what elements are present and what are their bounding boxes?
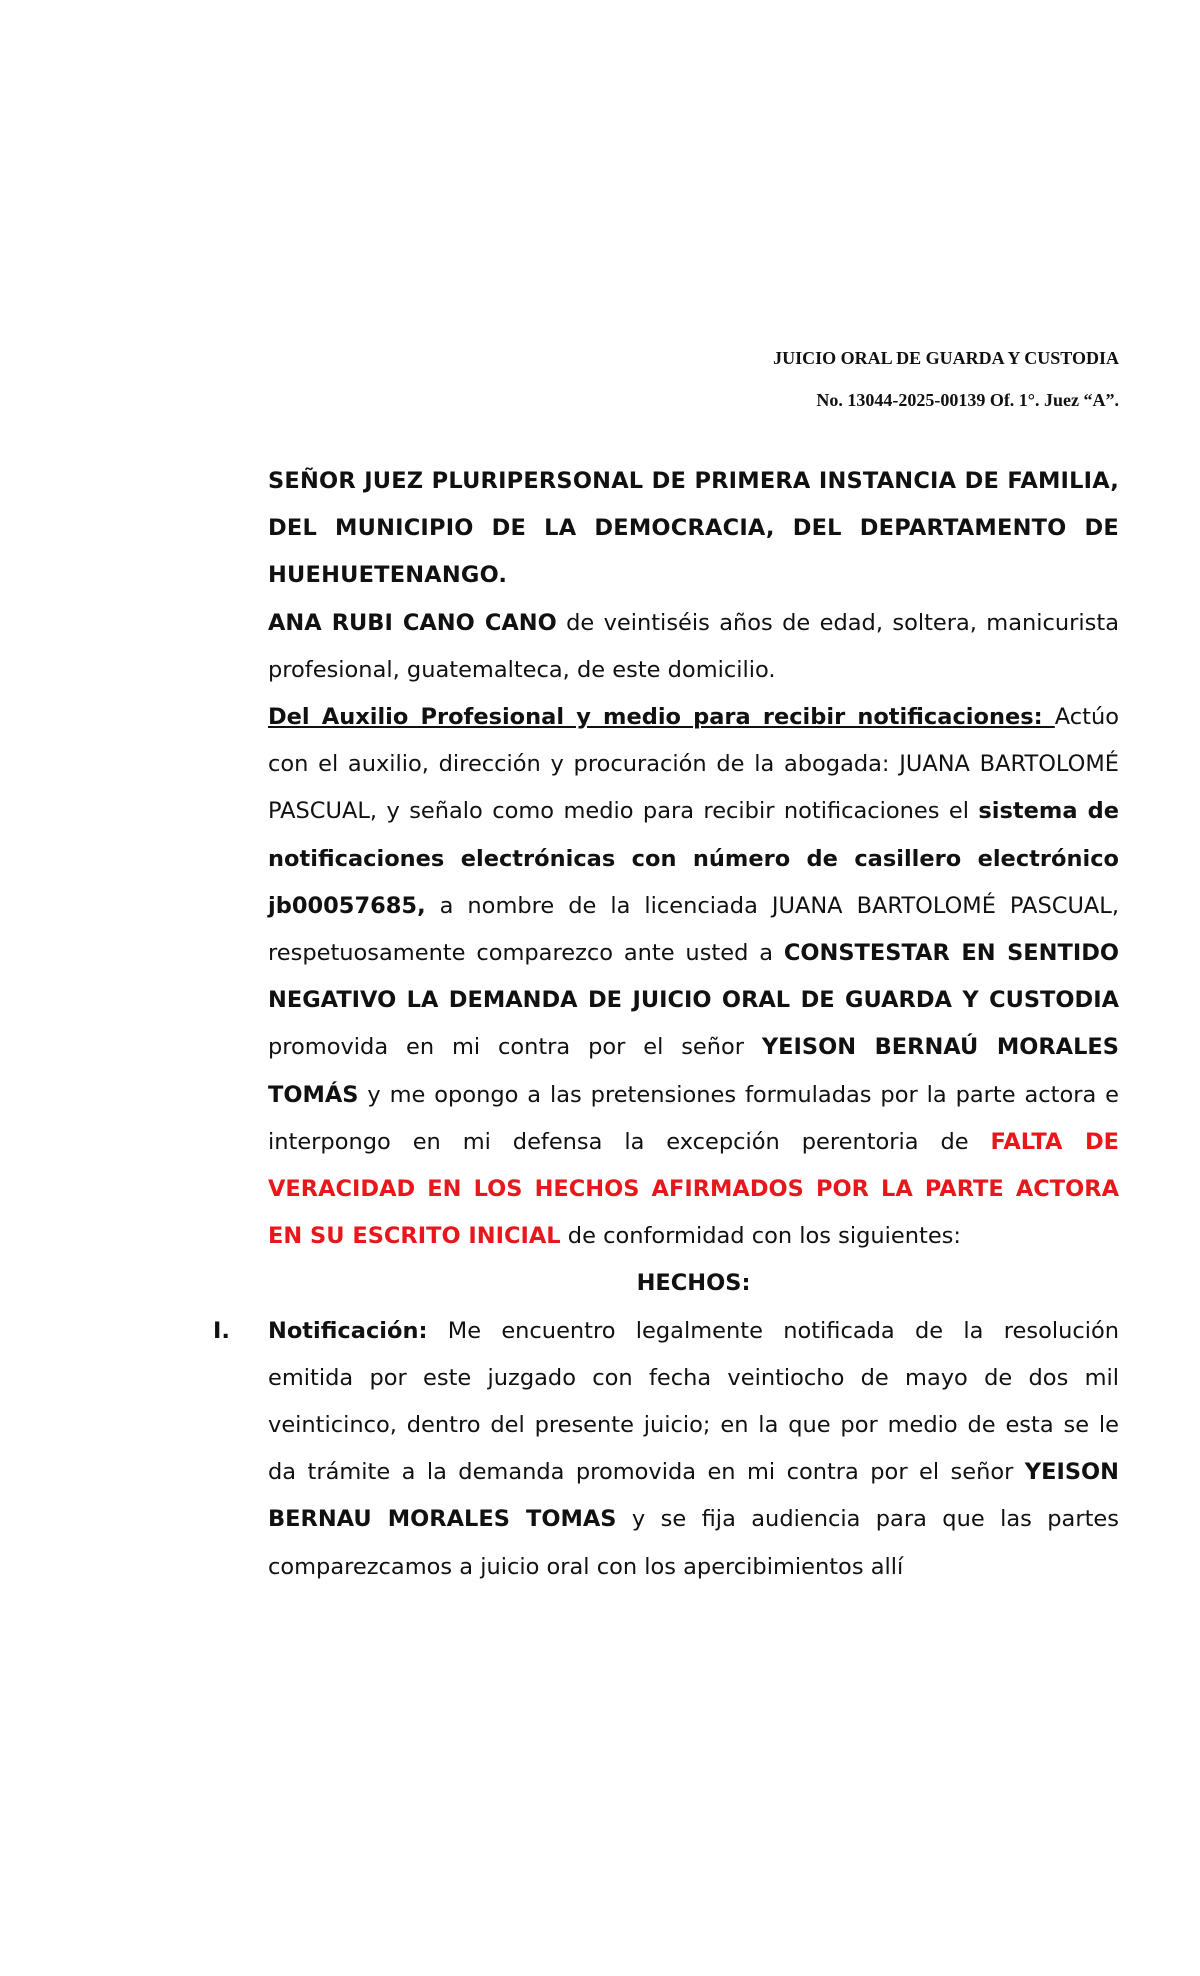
hechos-title: HECHOS: <box>636 1270 751 1297</box>
hecho-text-1: Me encuentro legalmente notificada de la resolución emitida por este juzgado con fecha veintiocho de mayo de dos mil veinticinco, dentro del presente juicio; en la que por medio de esta se le da trámite a la demanda promovida en mi contra por el señor <box>268 1317 1119 1486</box>
auxilio-text-5: de conformidad con los siguientes: <box>560 1223 961 1250</box>
case-number: No. 13044-2025-00139 Of. 1°. Juez “A”. <box>816 390 1119 410</box>
auxilio-text-1: Actúo con el auxilio, dirección y procuración de la abogada: JUANA BARTOLOMÉ PASCUAL, y señalo como medio para recibir notificaciones el <box>268 704 1119 825</box>
defendant-name: ANA RUBI CANO CANO <box>268 609 557 636</box>
intro-paragraph <box>268 600 1119 694</box>
case-title: JUICIO ORAL DE GUARDA Y CUSTODIA <box>773 348 1119 368</box>
hecho-numeral: I. <box>213 1317 230 1344</box>
hecho-text-2: y se fija audiencia para que las partes comparezcamos a juicio oral con los apercibimientos allí <box>268 1506 1119 1580</box>
hecho-label: Notificación: <box>268 1317 428 1344</box>
auxilio-text-4: y me opongo a las pretensiones formuladas por la parte actora e interpongo en mi defensa la excepción perentoria de <box>268 1081 1119 1155</box>
auxilio-paragraph <box>268 694 1119 1260</box>
hecho-item <box>213 1308 1119 1591</box>
peremptory-exception: FALTA DE VERACIDAD EN LOS HECHOS AFIRMADOS POR LA PARTE ACTORA EN SU ESCRITO INICIAL <box>268 1128 1119 1250</box>
defendant-details: de veintiséis años de edad, soltera, manicurista profesional, guatemalteca, de este domicilio. <box>268 609 1119 683</box>
document-body <box>213 458 1120 1591</box>
auxilio-text-3: promovida en mi contra por el señor <box>268 1034 762 1061</box>
auxilio-text-2: a nombre de la licenciada JUANA BARTOLOMÉ PASCUAL, respetuosamente comparezco ante usted a <box>268 892 1119 967</box>
plaintiff-name: YEISON BERNAÚ MORALES TOMÁS <box>268 1034 1119 1108</box>
hecho-plaintiff-name: YEISON BERNAU MORALES TOMAS <box>268 1459 1119 1533</box>
electronic-notification-system: sistema de notificaciones electrónicas con número de casillero electrónico jb00057685, <box>268 798 1120 919</box>
response-action: CONSTESTAR EN SENTIDO NEGATIVO LA DEMANDA DE JUICIO ORAL DE GUARDA Y CUSTODIA <box>268 940 1119 1014</box>
addressee: SEÑOR JUEZ PLURIPERSONAL DE PRIMERA INSTANCIA DE FAMILIA, DEL MUNICIPIO DE LA DEMOCRACIA, DEL DEPARTAMENTO DE HUEHUETENANGO. <box>268 468 1119 589</box>
auxilio-heading: Del Auxilio Profesional y medio para recibir notificaciones: <box>268 704 1055 731</box>
